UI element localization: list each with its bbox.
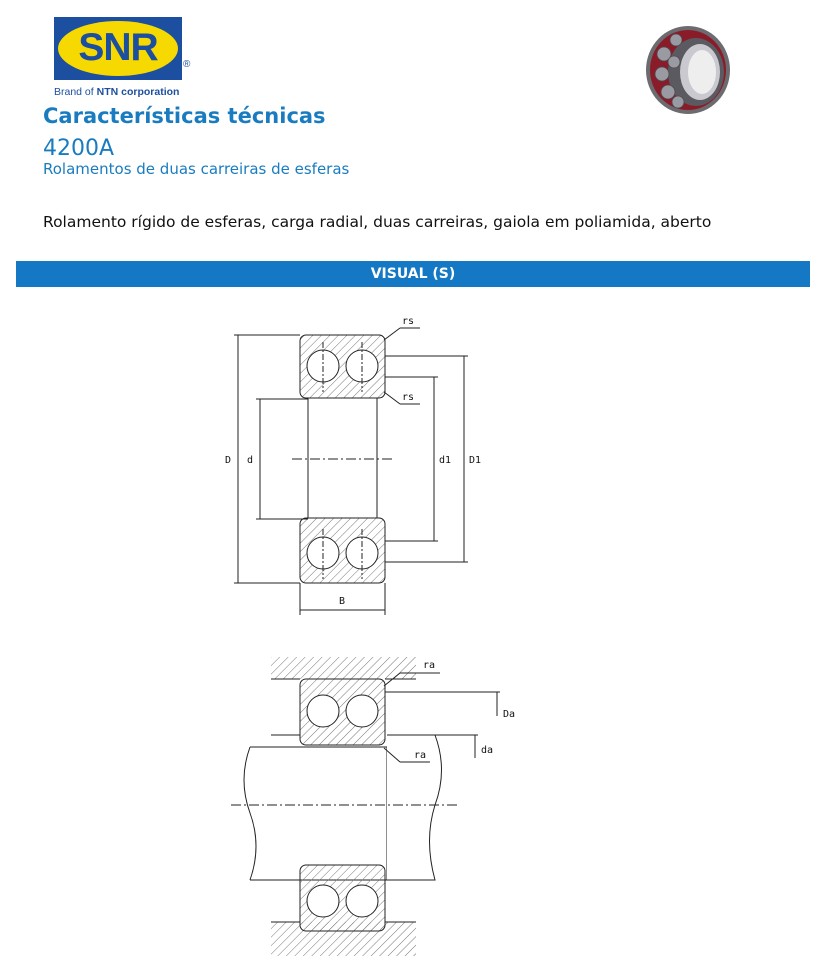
label-d1: d1: [439, 455, 452, 466]
logo-registered: ®: [183, 59, 191, 70]
logo-tagline: [54, 86, 179, 98]
label-B: B: [339, 596, 346, 607]
product-description: Rolamento rígido de esferas, carga radial, duas carreiras, gaiola em poliamida, aberto: [43, 213, 712, 231]
label-rs-top: rs: [402, 316, 415, 327]
label-D1: D1: [469, 455, 482, 466]
section-bar-visual: VISUAL (S): [16, 261, 810, 287]
model-number: 4200A: [43, 136, 115, 161]
bearing-section-drawing: [234, 328, 468, 615]
label-rs-inner: rs: [402, 392, 415, 403]
label-da: da: [481, 745, 494, 756]
bearing-photo-icon: [640, 18, 736, 118]
snr-logo: [54, 17, 194, 99]
technical-drawings: [0, 300, 826, 965]
logo-tagline-prefix: Brand of: [54, 86, 97, 98]
logo-tagline-bold: NTN corporation: [96, 86, 180, 98]
logo-text: SNR: [78, 26, 158, 69]
label-ra-inner: ra: [414, 750, 427, 761]
product-family: Rolamentos de duas carreiras de esferas: [43, 160, 350, 178]
label-Da: Da: [503, 709, 516, 720]
label-D: D: [225, 455, 232, 466]
label-d: d: [247, 455, 254, 466]
page-title: Características técnicas: [43, 104, 326, 128]
mounting-drawing: [231, 657, 500, 956]
label-ra-top: ra: [423, 660, 436, 671]
